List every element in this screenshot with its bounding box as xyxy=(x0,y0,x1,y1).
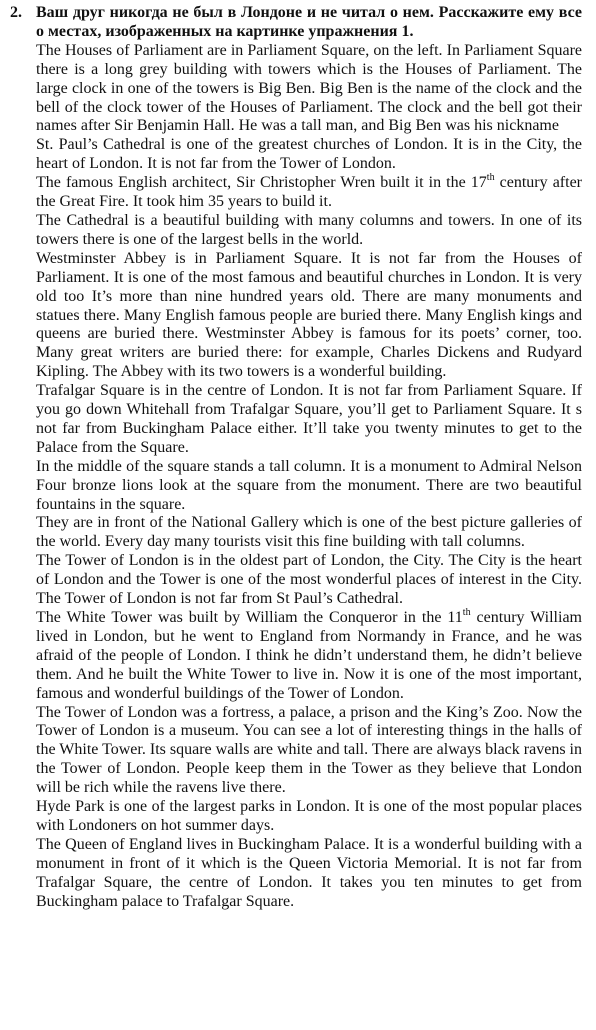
paragraph-westminster: Westminster Abbey is in Parliament Square. It is not far from the Houses of Parliament. It is one of the most famous and beautiful churches in London. It is very old too It’s more than nine hundred years old. There are many monuments and statues there. Many English famous people are buried there. Many English kings and queens are buried there. Westminster Abbey is famous for its poets’ corner, too. Many great writers are buried there: for example, Charles Dickens and Rudyard Kipling. The Abbey with its two towers is a wonderful building. xyxy=(36,249,582,381)
task-number: 2. xyxy=(10,4,22,21)
task-heading xyxy=(10,4,582,42)
paragraph-tower: The Tower of London is in the oldest part of London, the City. The City is the heart of London and the Tower is one of the most wonderful places of interest in the City. The Tower of London is not far from St Paul’s Cathedral. xyxy=(36,552,582,608)
paragraph-hyde-park: Hyde Park is one of the largest parks in London. It is one of the most popular places with Londoners on hot summer days. xyxy=(36,798,582,834)
ordinal-suffix: th xyxy=(486,171,495,183)
ordinal-suffix: th xyxy=(462,606,471,618)
paragraph-national-gallery: They are in front of the National Gallery which is one of the best picture galleries of the world. Every day many tourists visit this fine building with tall columns. xyxy=(36,514,582,551)
paragraph-buckingham: The Queen of England lives in Buckingham Palace. It is a wonderful building with a monument in front of it which is the Queen Victoria Memorial. It is not far from Trafalgar Square, the centre of London. It takes you ten minutes to get from Buckingham palace to Trafalgar Square. xyxy=(36,835,582,910)
paragraph-white-tower-text-end: century William lived in London, but he went to England from Normandy in France, and he was afraid of the people of London. I think he didn’t understand them, he didn’t believe them. And he built the White Tower to live in. Now it is one of the most important, famous and wonderful buildings of the Tower of London. xyxy=(36,609,582,702)
paragraph-wren-text-end: century after the Great Fire. It took him 35 years to build it. xyxy=(36,174,583,211)
paragraph-st-pauls: St. Paul’s Cathedral is one of the greatest churches of London. It is in the City, the heart of London. It is not far from the Tower of London. xyxy=(36,136,582,173)
task-instruction: Ваш друг никогда не был в Лондоне и не читал о нем. Расскажите ему все о местах, изображенных на картинке упражнения 1. xyxy=(36,4,582,40)
paragraph-trafalgar: Trafalgar Square is in the centre of London. It is not far from Parliament Square. If you go down Whitehall from Trafalgar Square, you’ll get to Parliament Square. It s not far from Buckingham Palace either. It’ll take you twenty minutes to get to the Palace from the Square. xyxy=(36,382,582,456)
paragraph-parliament: The Houses of Parliament are in Parliament Square, on the left. In Parliament Square there is a long grey building with towers which is the Houses of Parliament. The large clock in one of the towers is Big Ben. Big Ben is the name of the clock and the bell of the clock tower of the Houses of Parliament. The clock and the bell got their names after Sir Benjamin Hall. He was a tall man, and Big Ben was his nickname xyxy=(36,41,582,135)
paragraph-nelson: In the middle of the square stands a tall column. It is a monument to Admiral Nelson Four bronze lions look at the square from the monument. There are two beautiful fountains in the square. xyxy=(36,457,582,513)
paragraph-white-tower xyxy=(36,606,582,704)
paragraph-wren xyxy=(36,171,583,212)
paragraph-cathedral: The Cathedral is a beautiful building with many columns and towers. In one of its towers there is one of the largest bells in the world. xyxy=(36,211,582,248)
paragraph-wren-text: The famous English architect, Sir Christopher Wren built it in the 17 xyxy=(36,174,487,192)
answer-text xyxy=(10,42,582,912)
paragraph-tower-museum: The Tower of London was a fortress, a palace, a prison and the King’s Zoo. Now the Tower of London is a museum. You can see a lot of interesting things in the halls of the White Tower. Its square walls are white and tall. There are always black ravens in the Tower of London. People keep them in the Tower as they believe that London will be rich while the ravens live there. xyxy=(36,703,582,797)
paragraph-white-tower-text: The White Tower was built by William the Conqueror in the 11 xyxy=(36,609,463,626)
